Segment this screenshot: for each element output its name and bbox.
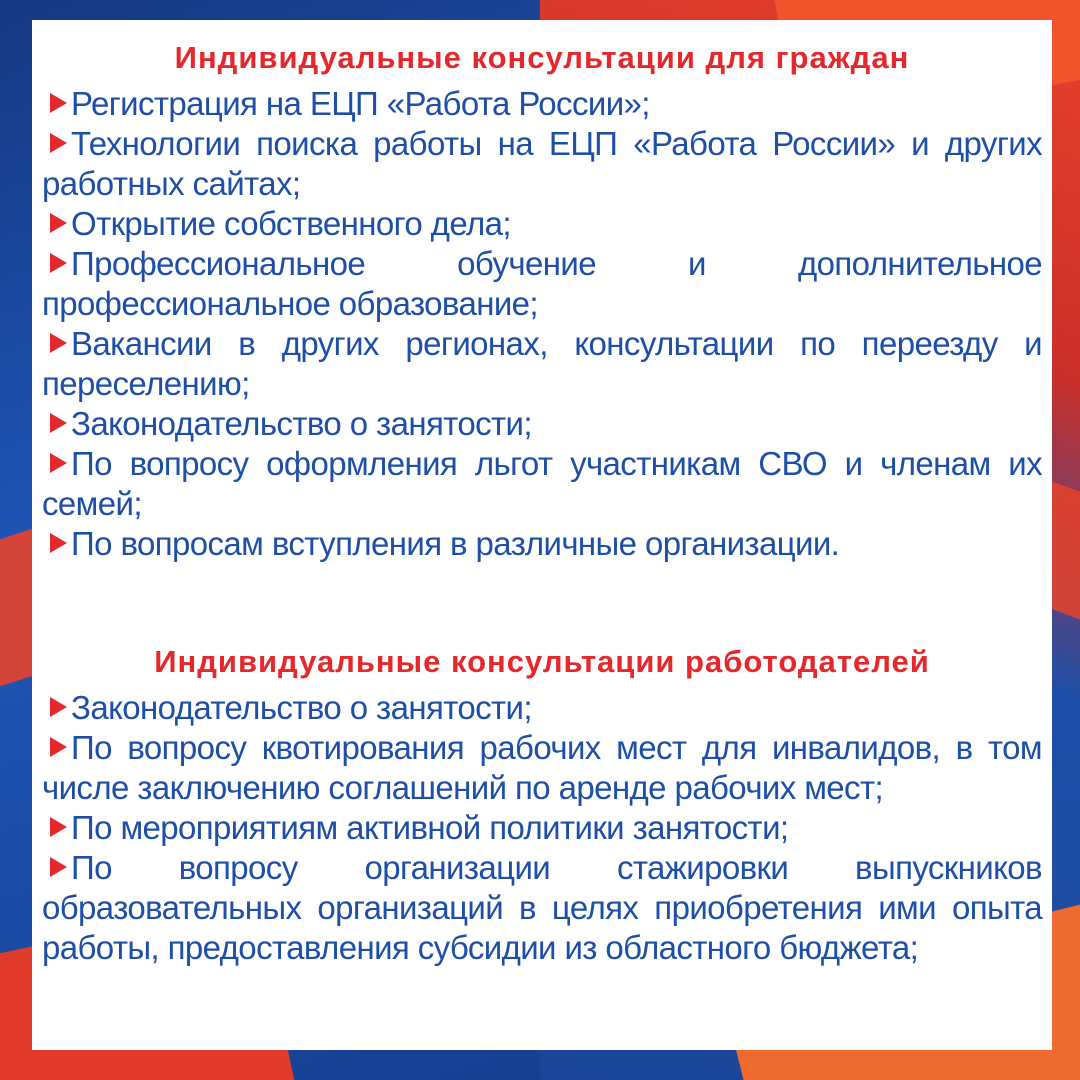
list-item (42, 124, 1042, 204)
list-item-text: Вакансии в других регионах, консультации по переезду и переселению; (42, 325, 1042, 402)
section-heading: Индивидуальные консультации для граждан (174, 40, 910, 75)
consultation-list (42, 688, 1042, 968)
triangle-right-icon (50, 133, 67, 153)
list-item-text: Открытие собственного дела; (71, 205, 511, 242)
consultation-list (42, 84, 1042, 564)
list-item-text: По вопросу квотирования рабочих мест для инвалидов, в том числе заключению соглашений по аренде рабочих мест; (42, 729, 1042, 806)
triangle-right-icon (50, 333, 67, 353)
triangle-right-icon (50, 737, 67, 757)
list-item-text: По вопросу организации стажировки выпускников образовательных организаций в целях приобретения ими опыта работы, предоставления субсидии из областного бюджета; (42, 849, 1042, 966)
list-item-text: Регистрация на ЕЦП «Работа России»; (71, 85, 650, 122)
triangle-right-icon (50, 453, 67, 473)
list-item (42, 808, 1042, 848)
triangle-right-icon (50, 857, 67, 877)
list-item-text: Профессиональное обучение и дополнительное профессиональное образование; (42, 245, 1042, 322)
list-item (42, 688, 1042, 728)
triangle-right-icon (50, 253, 67, 273)
content-card (32, 20, 1052, 1050)
list-item (42, 404, 1042, 444)
triangle-right-icon (50, 413, 67, 433)
list-item-text: Законодательство о занятости; (71, 689, 532, 726)
triangle-right-icon (50, 817, 67, 837)
list-item (42, 84, 1042, 124)
list-item (42, 324, 1042, 404)
triangle-right-icon (50, 697, 67, 717)
list-item (42, 444, 1042, 524)
section-citizens (42, 38, 1042, 564)
list-item (42, 728, 1042, 808)
list-item (42, 848, 1042, 968)
triangle-right-icon (50, 533, 67, 553)
section-employers (42, 642, 1042, 968)
triangle-right-icon (50, 93, 67, 113)
list-item-text: По вопросам вступления в различные организации. (71, 525, 840, 562)
list-item-text: Законодательство о занятости; (71, 405, 532, 442)
list-item-text: По вопросу оформления льгот участникам СВО и членам их семей; (42, 445, 1042, 522)
list-item-text: Технологии поиска работы на ЕЦП «Работа России» и других работных сайтах; (42, 125, 1042, 202)
list-item-text: По мероприятиям активной политики занятости; (71, 809, 789, 846)
list-item (42, 524, 1042, 564)
section-heading: Индивидуальные консультации работодателей (154, 644, 930, 679)
triangle-right-icon (50, 213, 67, 233)
list-item (42, 204, 1042, 244)
list-item (42, 244, 1042, 324)
